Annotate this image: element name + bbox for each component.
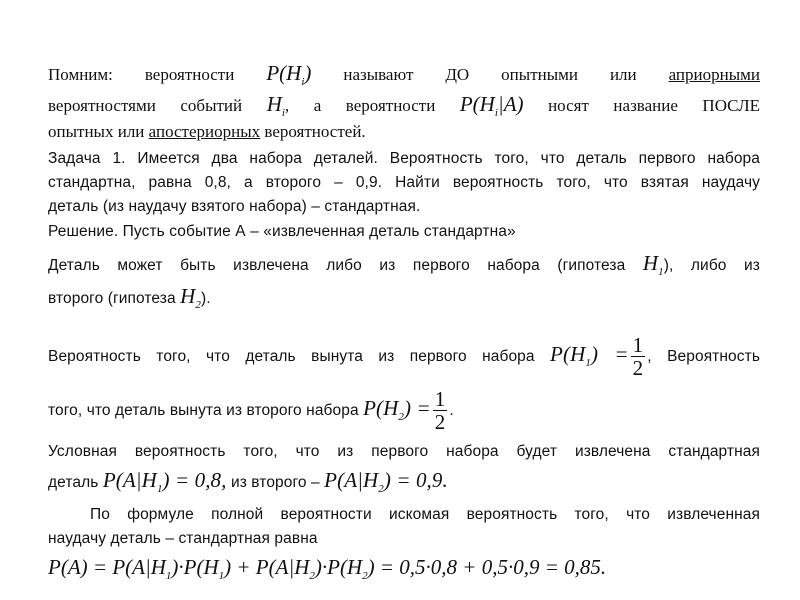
- formula-p-h1: $P(H_1)$ =: [550, 342, 629, 370]
- cond-line-1: Условная вероятность того, что из первого набора будет извлечена стандартная: [48, 443, 760, 460]
- prob-h1-line: Вероятность того, что деталь вынута из первого набора $P(H_1)$ = $\frac{1}{2}$ , Вероятность: [48, 333, 760, 381]
- solution-line-1: Решение. Пусть событие А – «извлеченная деталь стандартна»: [48, 223, 516, 240]
- task-line-1: Задача 1. Имеется два набора деталей. Вероятность того, что деталь первого набора: [48, 150, 760, 167]
- formula-p-hi: $P(H_i)$: [266, 61, 312, 89]
- formula-hi: $H_i$: [266, 92, 285, 120]
- prob-h2-line: того, что деталь вынута из второго набора $P(H_2)$ = $\frac{1}{2}$ .: [48, 387, 454, 435]
- formula-p-hi-a: $P(H_i|A)$: [459, 92, 524, 120]
- intro-text: , а вероятности: [284, 96, 436, 115]
- total-line-2: наудачу деталь – стандартная равна: [48, 530, 318, 547]
- total-line-1: По формуле полной вероятности искомая вероятность того, что извлеченная: [90, 506, 760, 523]
- solution-line-3: второго (гипотеза $H_2$).: [48, 284, 211, 312]
- intro-text: Помним: вероятности: [48, 65, 235, 84]
- formula-p-a-h2: $P(A|H_2) = 0,9$.: [324, 468, 448, 496]
- total-probability-formula: $P(A) = P(A|H_1)\cdot P(H_1) + P(A|H_2)\cdot P(H_2) = 0,5\cdot 0,8 + 0,5\cdot 0,9 = 0,85$.: [48, 555, 607, 583]
- intro-line-1: [48, 62, 760, 93]
- term-apriori: априорными: [668, 65, 761, 84]
- intro-line-2: [48, 93, 760, 124]
- formula-p-h2: $P(H_2)$ =: [363, 396, 431, 424]
- task-line-3: деталь (из наудачу взятого набора) – стандартная.: [48, 198, 421, 215]
- solution-line-2: Деталь может быть извлечена либо из первого набора (гипотеза $H_1$), либо из: [48, 251, 760, 279]
- formula-h2: $H_2$: [180, 284, 201, 312]
- cond-line-2: деталь $P(A|H_1) = 0,8$, из второго – $P(A|H_2) = 0,9$.: [48, 468, 448, 496]
- term-aposteriori: апостериорных: [148, 122, 261, 141]
- formula-p-a-h1: $P(A|H_1) = 0,8$,: [102, 468, 227, 496]
- fraction-one-half: $\frac{1}{2}$: [434, 387, 446, 435]
- intro-text: называют ДО опытными или: [343, 65, 637, 84]
- intro-line-3: опытных или апостериорных вероятностей.: [48, 122, 366, 141]
- fraction-one-half: $\frac{1}{2}$: [632, 333, 644, 381]
- intro-text: носят название ПОСЛЕ: [548, 96, 761, 115]
- intro-text: вероятностями событий: [48, 96, 243, 115]
- formula-h1: $H_1$: [642, 251, 664, 279]
- task-line-2: стандартна, равна 0,8, а второго – 0,9. Найти вероятность того, что взятая наудачу: [48, 174, 760, 191]
